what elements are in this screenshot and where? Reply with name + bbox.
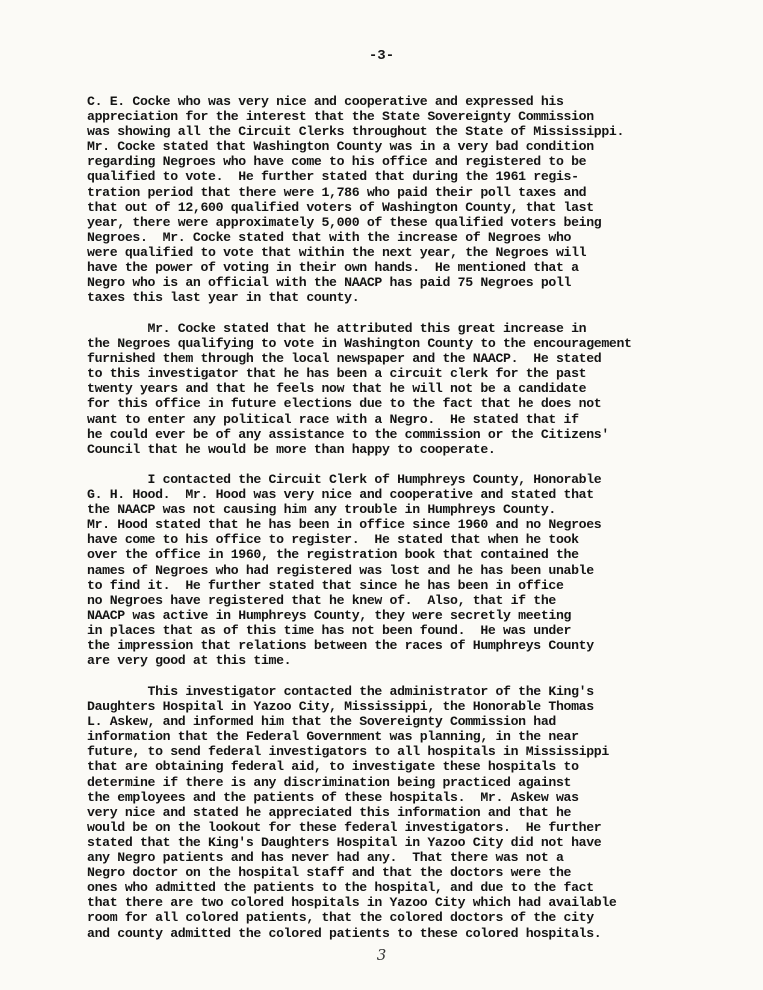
text-line: were qualified to vote that within the next year, the Negroes will: [87, 244, 587, 260]
text-line: over the office in 1960, the registration book that contained the: [87, 547, 579, 563]
handwritten-page-mark: 3: [376, 946, 387, 964]
text-line: regarding Negroes who have come to his office and registered to be: [87, 154, 587, 170]
text-line: Mr. Hood stated that he has been in office since 1960 and no Negroes: [87, 517, 602, 533]
text-line: Negroes. Mr. Cocke stated that with the increase of Negroes who: [87, 229, 572, 245]
text-line: G. H. Hood. Mr. Hood was very nice and cooperative and stated that: [87, 487, 594, 503]
text-line: I contacted the Circuit Clerk of Humphreys County, Honorable: [87, 472, 602, 487]
text-line: any Negro patients and has never had any. That there was not a: [87, 850, 564, 866]
text-line: have the power of voting in their own hands. He mentioned that a: [87, 260, 579, 276]
text-line: twenty years and that he feels now that he will not be a candidate: [87, 381, 587, 397]
text-line: want to enter any political race with a Negro. He stated that if: [87, 411, 579, 427]
text-line: the employees and the patients of these hospitals. Mr. Askew was: [87, 789, 579, 805]
paragraph-3: [87, 472, 727, 668]
text-line: he could ever be of any assistance to the commission or the Citizens': [87, 426, 609, 442]
text-line: future, to send federal investigators to all hospitals in Mississippi: [87, 744, 609, 760]
text-line: would be on the lookout for these federal investigators. He further: [87, 819, 602, 835]
text-line: the NAACP was not causing him any trouble in Humphreys County.: [87, 502, 556, 518]
text-line: NAACP was active in Humphreys County, they were secretly meeting: [87, 607, 572, 623]
text-line: was showing all the Circuit Clerks throughout the State of Mississippi.: [87, 124, 625, 140]
text-line: the Negroes qualifying to vote in Washington County to the encouragement: [87, 336, 632, 352]
text-line: taxes this last year in that county.: [87, 290, 360, 306]
text-line: information that the Federal Government was planning, in the near: [87, 729, 579, 745]
text-line: C. E. Cocke who was very nice and cooperative and expressed his: [87, 94, 564, 109]
text-line: Council that he would be more than happy to cooperate.: [87, 441, 496, 457]
text-line: Negro who is an official with the NAACP has paid 75 Negroes poll: [87, 275, 572, 291]
text-line: that there are two colored hospitals in Yazoo City which had available: [87, 895, 617, 911]
text-line: ones who admitted the patients to the hospital, and due to the fact: [87, 880, 594, 896]
text-line: Mr. Cocke stated that Washington County was in a very bad condition: [87, 139, 594, 155]
paragraph-2: [87, 321, 727, 457]
text-line: L. Askew, and informed him that the Sovereignty Commission had: [87, 714, 556, 730]
text-line: Negro doctor on the hospital staff and that the doctors were the: [87, 865, 572, 881]
text-line: Daughters Hospital in Yazoo City, Mississippi, the Honorable Thomas: [87, 699, 594, 715]
text-line: to find it. He further stated that since he has been in office: [87, 577, 564, 593]
text-line: very nice and stated he appreciated this information and that he: [87, 804, 572, 820]
text-line: no Negroes have registered that he knew of. Also, that if the: [87, 592, 556, 608]
paragraph-1: [87, 94, 727, 305]
text-line: This investigator contacted the administrator of the King's: [87, 684, 594, 699]
text-line: and county admitted the colored patients to these colored hospitals.: [87, 925, 602, 941]
text-line: in places that as of this time has not been found. He was under: [87, 622, 572, 638]
text-line: stated that the King's Daughters Hospital in Yazoo City did not have: [87, 834, 602, 850]
text-line: tration period that there were 1,786 who paid their poll taxes and: [87, 184, 587, 200]
text-line: the impression that relations between the races of Humphreys County: [87, 638, 594, 654]
text-line: qualified to vote. He further stated that during the 1961 regis-: [87, 169, 579, 185]
text-line: year, there were approximately 5,000 of these qualified voters being: [87, 214, 602, 230]
text-line: Mr. Cocke stated that he attributed this great increase in: [87, 321, 587, 336]
text-line: are very good at this time.: [87, 653, 292, 669]
text-line: appreciation for the interest that the State Sovereignty Commission: [87, 109, 594, 125]
text-line: have come to his office to register. He stated that when he took: [87, 532, 579, 548]
page-number: -3-: [368, 48, 395, 64]
text-line: that are obtaining federal aid, to investigate these hospitals to: [87, 759, 579, 775]
text-line: that out of 12,600 qualified voters of Washington County, that last: [87, 199, 594, 215]
text-line: furnished them through the local newspaper and the NAACP. He stated: [87, 351, 602, 367]
text-line: room for all colored patients, that the colored doctors of the city: [87, 910, 594, 926]
text-line: determine if there is any discrimination being practiced against: [87, 774, 572, 790]
text-line: for this office in future elections due to the fact that he does not: [87, 396, 602, 412]
text-line: to this investigator that he has been a circuit clerk for the past: [87, 366, 587, 382]
text-line: names of Negroes who had registered was lost and he has been unable: [87, 562, 594, 578]
paragraph-4: [87, 684, 727, 941]
